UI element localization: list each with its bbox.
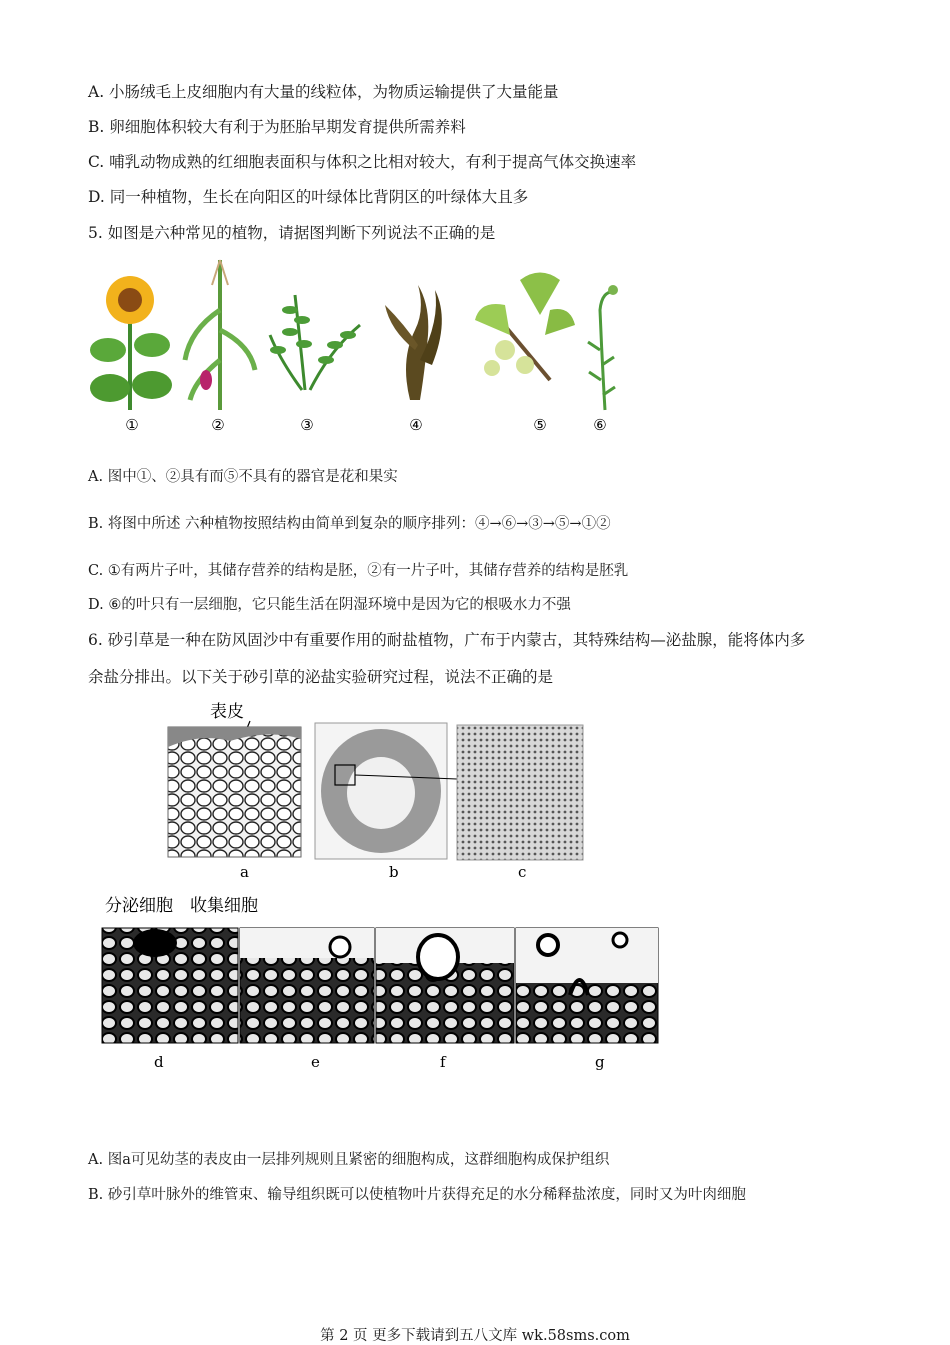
panel-label-a: a <box>240 863 249 881</box>
q5-option-c: C. ①有两片子叶，其储存营养的结构是胚，②有一片子叶，其储存营养的结构是胚乳 <box>88 563 629 579</box>
sunflower-illustration <box>90 276 172 410</box>
panel-label-d: d <box>154 1053 164 1071</box>
label-epidermis: 表皮 <box>210 702 244 722</box>
q4-option-a: A. 小肠绒毛上皮细胞内有大量的线粒体，为物质运输提供了大量能量 <box>88 83 559 101</box>
panel-a-image <box>168 727 301 857</box>
plant-figure <box>80 250 640 440</box>
q6-option-b: B. 砂引草叶脉外的维管束、输导组织既可以使植物叶片获得充足的水分稀释盐浓度，同时又为叶肉细胞 <box>88 1187 746 1203</box>
q6-stem-line2: 余盐分排出。以下关于砂引草的泌盐实验研究过程，说法不正确的是 <box>88 668 554 686</box>
q4-option-d: D. 同一种植物，生长在向阳区的叶绿体比背阴区的叶绿体大且多 <box>88 188 529 206</box>
panel-label-b: b <box>389 863 399 881</box>
q5-option-a: A. 图中①、②具有而⑤不具有的器官是花和果实 <box>88 469 398 485</box>
page-footer: 第 2 页 更多下载请到五八文库 wk.58sms.com <box>320 1328 630 1344</box>
panel-c-image <box>457 725 583 860</box>
micrograph-figure <box>100 695 670 1085</box>
corn-illustration <box>185 260 255 410</box>
panel-label-e: e <box>311 1053 320 1071</box>
plant-label-6: ⑥ <box>593 416 607 434</box>
q5-stem: 5. 如图是六种常见的植物，请据图判断下列说法不正确的是 <box>88 224 496 242</box>
q6-stem-line1: 6. 砂引草是一种在防风固沙中有重要作用的耐盐植物，广布于内蒙古，其特殊结构—泌盐腺，能将体内多 <box>88 631 806 649</box>
plant-label-5: ⑤ <box>533 416 547 434</box>
label-collecting-cell: 收集细胞 <box>190 896 258 916</box>
plant-label-1: ① <box>125 416 139 434</box>
fern-illustration <box>270 295 360 390</box>
plant-label-2: ② <box>211 416 225 434</box>
q4-option-b: B. 卵细胞体积较大有利于为胚胎早期发育提供所需养料 <box>88 118 466 136</box>
plant-label-3: ③ <box>300 416 314 434</box>
q5-option-d: D. ⑥的叶只有一层细胞，它只能生活在阴湿环境中是因为它的根吸水力不强 <box>88 597 571 613</box>
panel-label-g: g <box>595 1053 605 1071</box>
q6-option-a: A. 图a可见幼茎的表皮由一层排列规则且紧密的细胞构成，这群细胞构成保护组织 <box>88 1152 610 1168</box>
label-secretory-cell: 分泌细胞 <box>105 896 173 916</box>
moss-illustration <box>588 285 618 410</box>
panel-label-f: f <box>440 1053 446 1071</box>
q5-option-b: B. 将图中所述 六种植物按照结构由简单到复杂的顺序排列：④→⑥→③→⑤→①② <box>88 516 611 532</box>
plant-label-4: ④ <box>409 416 423 434</box>
ginkgo-illustration <box>475 273 575 381</box>
q4-option-c: C. 哺乳动物成熟的红细胞表面积与体积之比相对较大，有利于提高气体交换速率 <box>88 153 637 171</box>
algae-illustration <box>385 285 442 400</box>
panel-label-c: c <box>518 863 527 881</box>
